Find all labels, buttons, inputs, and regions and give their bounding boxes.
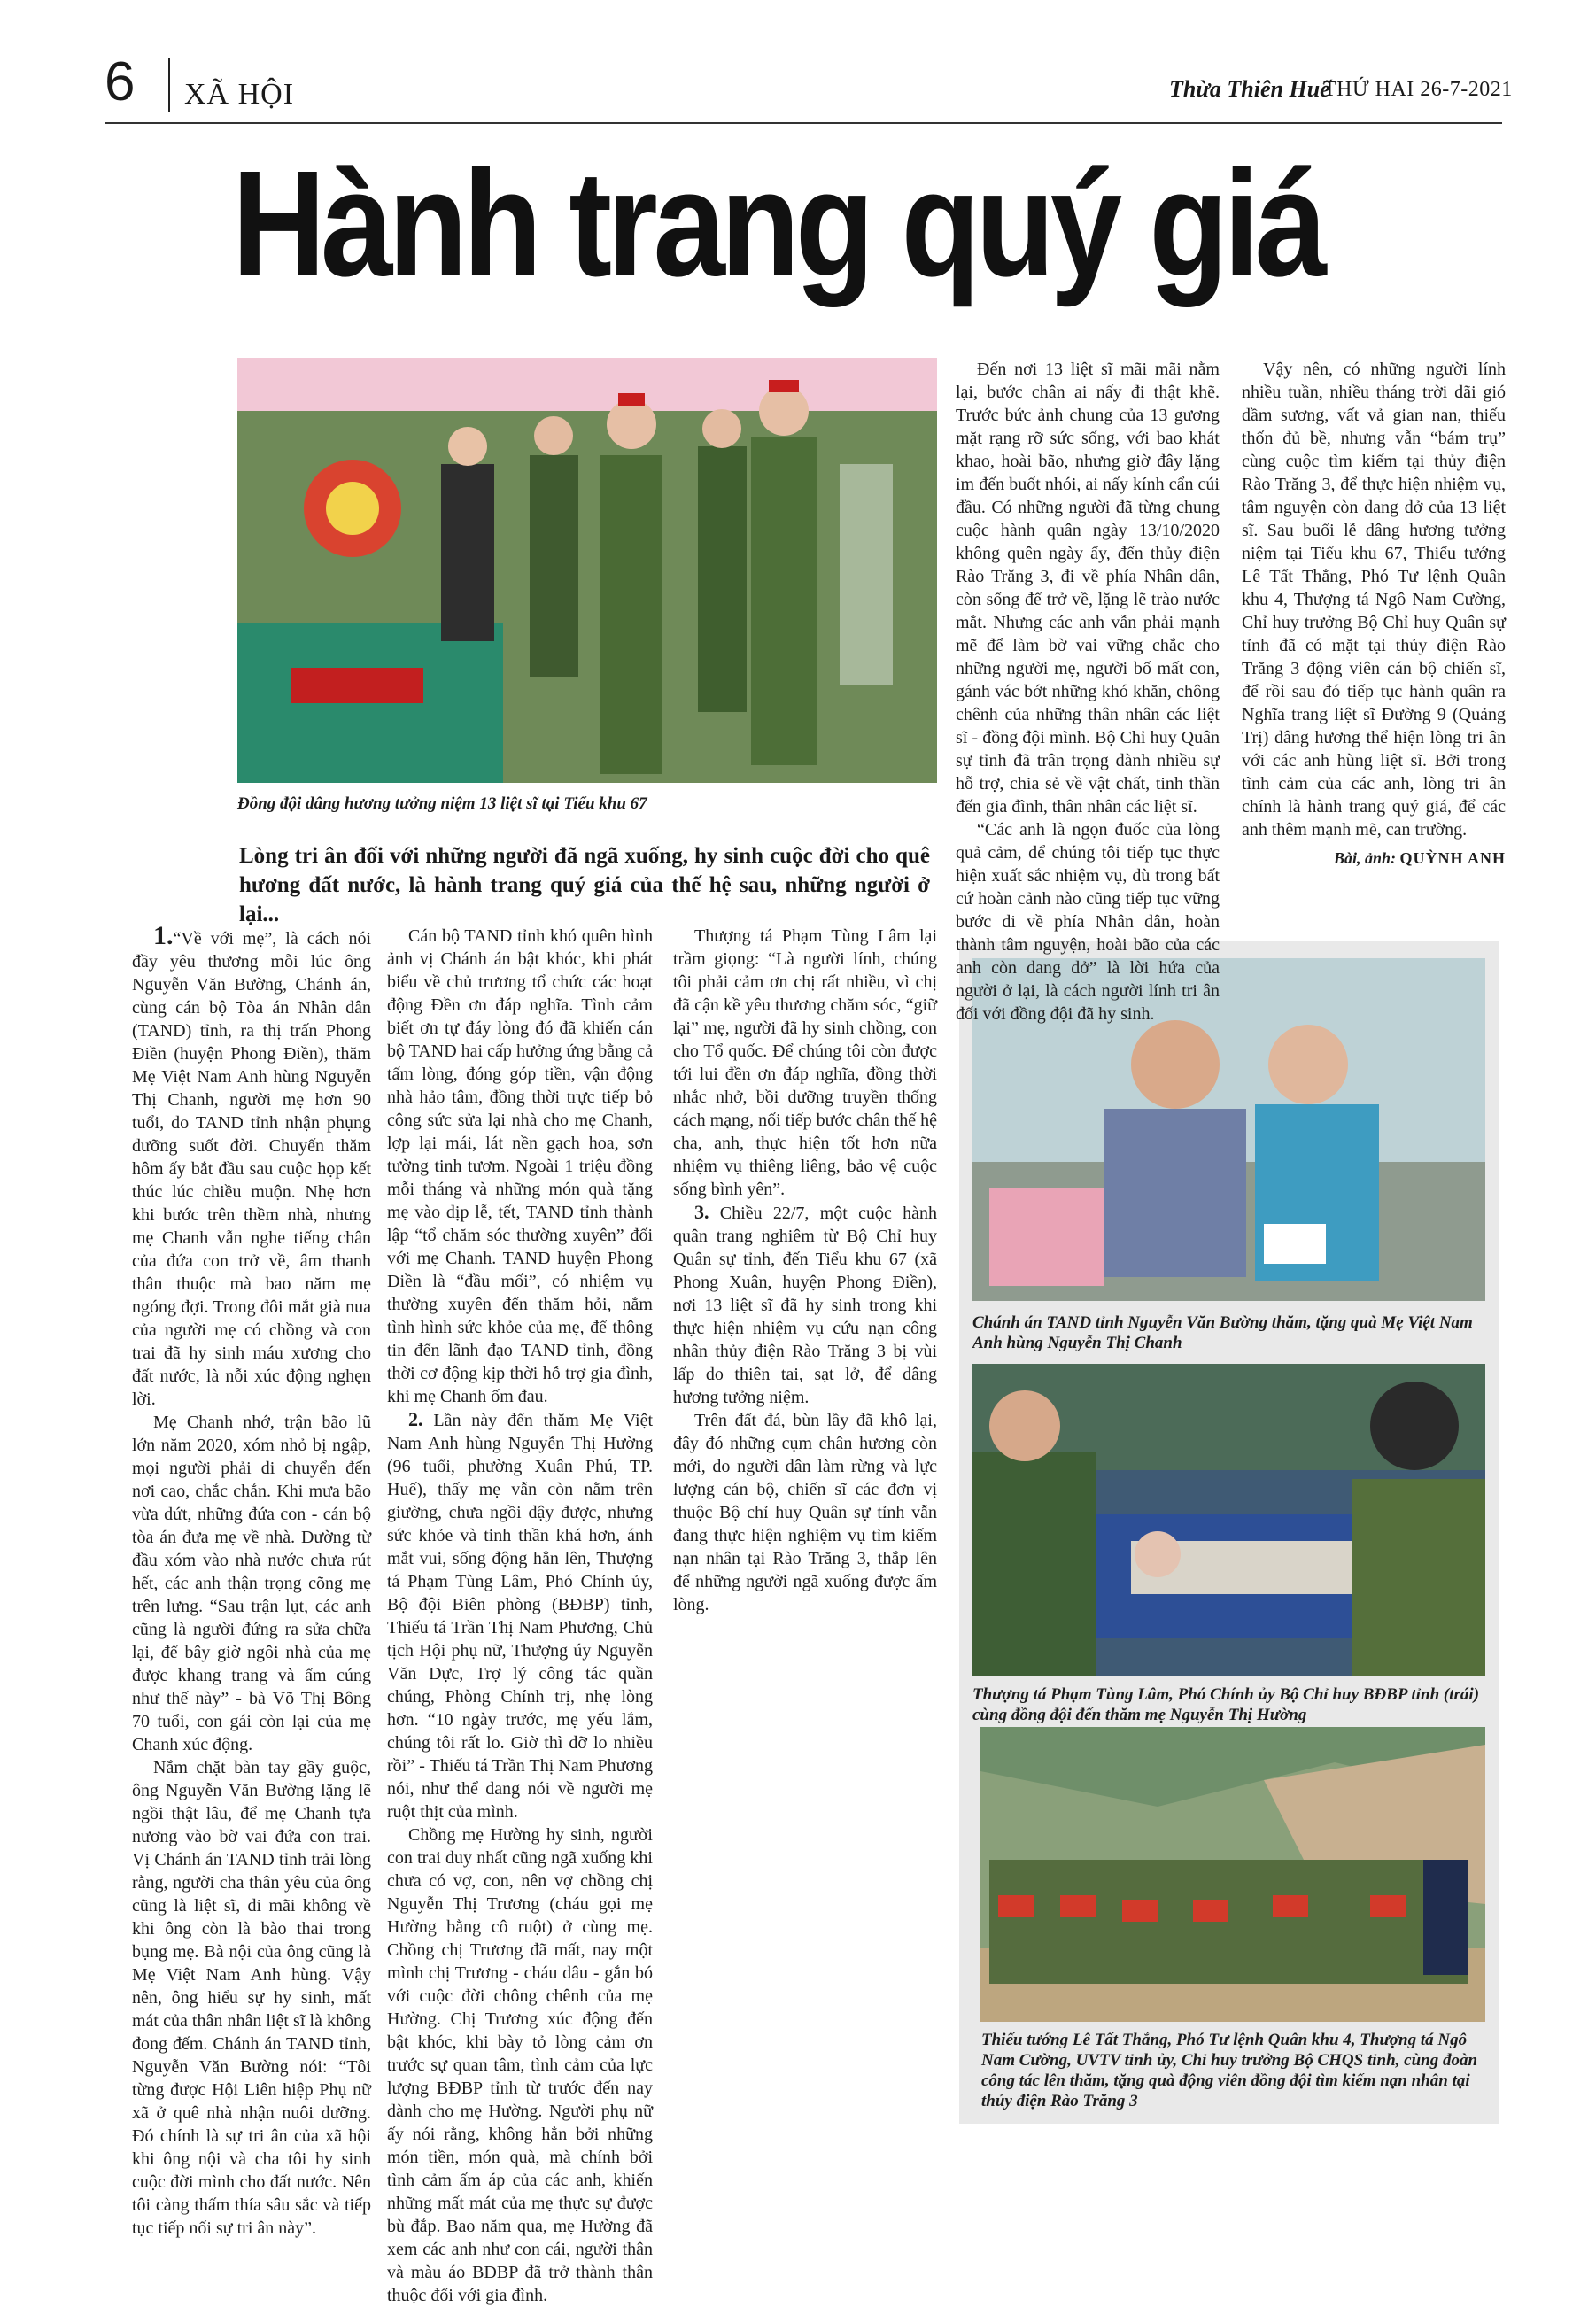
- paragraph-9: Trên đất đá, bùn lầy đã khô lại, đây đó những cụm chân hương còn mới, do người dân làm rừng và lực lượng cán bộ, chiến sĩ các đơn vị thuộc Bộ chỉ huy Quân sự tỉnh vẫn đang thực hiện nghiệm vụ tìm kiếm nạn nhân tại Rào Trăng 3, thắp lên để những người ngã xuống được ấm lòng.: [673, 1411, 937, 1614]
- paragraph-3: Nắm chặt bàn tay gầy guộc, ông Nguyễn Văn Bường lặng lẽ ngồi thật lâu, để mẹ Chanh tựa nương vào bờ vai đứa con trai. Vị Chánh án TAND tỉnh trải lòng rằng, người cha thân yêu của ông cũng là liệt sĩ, đi mãi không về khi ông còn là bào thai trong bụng mẹ. Bà nội của ông cũng là Mẹ Việt Nam Anh hùng. Vậy nên, ông hiểu sự hy sinh, mất mát của thân nhân liệt sĩ là không đong đếm. Chánh án TAND tỉnh, Nguyễn Văn Bường nói: “Tôi từng được Hội Liên hiệp Phụ nữ xã ở quê nhà nhận nuôi dưỡng. Đó chính là sự tri ân của xã hội khi ông nội và cha tôi hy sinh cuộc đời mình cho đất nước. Nên tôi càng thấm thía sâu sắc và tiếp tục tiếp nối sự tri ân này”.: [132, 1758, 371, 2238]
- paragraph-7: Thượng tá Phạm Tùng Lâm lại trầm giọng: “Là người lính, chúng tôi phải cảm ơn chị rất nhiều, vì chị đã cận kề yêu thương chăm sóc, “giữ lại” mẹ, người đã hy sinh chồng, con cho Tổ quốc. Để chúng tôi còn được tới lui đền ơn đáp nghĩa, đồng thời nhắc nhở, bồi dưỡng truyền thống cách mạng, nối tiếp bước chân thế hệ cha, anh, thực hiện tốt hơn nữa nhiệm vụ thiêng liêng, bảo vệ cuộc sống bình yên”.: [673, 926, 937, 1199]
- section-number-2: 2.: [408, 1408, 423, 1430]
- photo-group-illustration: [980, 1727, 1485, 2022]
- photo-memorial-illustration: [237, 358, 937, 783]
- caption-photo-4: Thiếu tướng Lê Tất Thắng, Phó Tư lệnh Quân khu 4, Thượng tá Ngô Nam Cường, UVTV tỉnh ủy, Chỉ huy trưởng Bộ CHQS tỉnh, cùng đoàn công tác lên thăm, tặng quà động viên đồng đội tìm kiếm nạn nhân tại thủy điện Rào Trăng 3: [981, 2031, 1478, 2110]
- byline-author: QUỲNH ANH: [1399, 849, 1506, 867]
- section-number-3: 3.: [694, 1201, 709, 1223]
- article-column-3: [673, 925, 937, 1616]
- paragraph-11: “Các anh là ngọn đuốc của lòng quả cảm, để chúng tôi tiếp tục thực hiện xuất sắc nhiệm vụ, dù trong bất cứ hoàn cảnh nào cũng tiếp tục vững bước đi về phía Nhân dân, hoàn thành tâm nguyện, hoài bão của các anh còn dang dở” là lời hứa của người ở lại, là cách người lính tri ân đối với đồng đội đã hy sinh.: [956, 820, 1220, 1024]
- photo-bedside-illustration: [972, 1364, 1485, 1676]
- article-column-1: [132, 921, 371, 2240]
- article-lead: Lòng tri ân đối với những người đã ngã xuống, hy sinh cuộc đời cho quê hương đất nước, là hành trang quý giá của thế hệ sau, những người ở lại...: [239, 844, 930, 926]
- header-rule: [105, 122, 1502, 124]
- byline: [1242, 847, 1506, 870]
- issue-date: THỨ HAI 26-7-2021: [1323, 78, 1513, 101]
- paragraph-4: Cán bộ TAND tỉnh khó quên hình ảnh vị Chánh án bật khóc, khi phát biểu về chủ trương tổ chức các hoạt động Đền ơn đáp nghĩa. Tình cảm biết ơn tự đáy lòng đó đã khiến cán bộ TAND hai cấp hưởng ứng bằng cả tấm lòng, đóng góp tiền, vận động nhà hảo tâm, đồng thời trực tiếp bỏ công sức sửa lại nhà cho mẹ Chanh, lợp lại mái, lát nền gạch hoa, sơn tường tinh tươm. Ngoài 1 triệu đồng mỗi tháng và những món quà tặng mẹ vào dịp lễ, tết, TAND tỉnh thành lập “tổ chăm sóc thường xuyên” đối với mẹ Chanh. TAND huyện Phong Điền là “đầu mối”, có nhiệm vụ thường xuyên đến thăm hỏi, nắm tình hình sức khỏe của mẹ, để thông tin đến lãnh đạo TAND tỉnh, đồng thời cơ động kịp thời hỗ trợ gia đình, khi mẹ Chanh ốm đau.: [387, 926, 653, 1406]
- photo-visit-mother-huong: [972, 1364, 1485, 1676]
- article-column-2: [387, 925, 653, 2307]
- page-number: 6: [105, 51, 136, 112]
- section-name: XÃ HỘI: [184, 78, 295, 111]
- photo-memorial-ceremony: [237, 358, 937, 783]
- paragraph-5: Lần này đến thăm Mẹ Việt Nam Anh hùng Nguyễn Thị Hường (96 tuổi, phường Xuân Phú, TP. Huế), thấy mẹ vẫn còn nằm trên giường, chưa ngồi dậy được, nhưng sức khỏe và tinh thần khá hơn, ánh mắt vui, sống động hẳn lên, Thượng tá Phạm Tùng Lâm, Phó Chính ủy, Bộ đội Biên phòng (BĐBP) tỉnh, Thiếu tá Trần Thị Nam Phương, Chủ tịch Hội phụ nữ, Thượng úy Nguyễn Văn Dực, Trợ lý công tác quần chúng, Phòng Chính trị, nhẹ lòng hơn. “10 ngày trước, mẹ yếu lắm, chúng tôi rất lo. Giờ thì đỡ lo nhiều rồi” - Thiếu tá Trần Thị Nam Phương nói, như thể đang nói về người mẹ ruột thịt của mình.: [387, 1411, 653, 1822]
- newspaper-name: Thừa Thiên Huế: [1169, 76, 1330, 102]
- paragraph-6: Chồng mẹ Hường hy sinh, người con trai duy nhất cũng ngã xuống khi chưa có vợ, con, nên vợ chồng chị Nguyễn Thị Trương (cháu gọi mẹ Hường bằng cô ruột) ở cùng mẹ. Chồng chị Trương đã mất, nay một mình chị Trương - cháu dâu - gắn bó với cuộc đời chông chênh của mẹ Hường. Chị Trương xúc động đến bật khóc, khi bày tỏ lòng cảm ơn trước sự quan tâm, tình cảm của lực lượng BĐBP tỉnh từ trước đến nay dành cho mẹ Hường. Người phụ nữ ấy nói rằng, không hẳn bởi những món tiền, món quà, mà chính bởi tình cảm ấm áp của các anh, khiến những mất mát của mẹ thực sự được bù đắp. Bao năm qua, mẹ Hường đã xem các anh như con cái, người thân và màu áo BĐBP đã trở thành thân thuộc đối với gia đình.: [387, 1825, 653, 2305]
- article-column-5: [1242, 358, 1506, 870]
- byline-label: Bài, ảnh:: [1333, 849, 1396, 867]
- article-column-4: [956, 358, 1220, 1026]
- article-title: Hành trang quý giá: [232, 140, 1323, 308]
- caption-photo-1: Đồng đội dâng hương tưởng niệm 13 liệt sĩ tại Tiểu khu 67: [237, 794, 647, 813]
- header-divider: [168, 58, 170, 112]
- caption-photo-2: Chánh án TAND tỉnh Nguyễn Văn Bường thăm, tặng quà Mẹ Việt Nam Anh hùng Nguyễn Thị Chanh: [972, 1313, 1473, 1352]
- paragraph-12: Vậy nên, có những người lính nhiều tuần, nhiều tháng trời dãi gió dầm sương, vất vả gian nan, thiếu thốn đủ bề, nhưng vẫn “bám trụ” cùng cuộc tìm kiếm tại thủy điện Rào Trăng 3, để thực hiện nhiệm vụ, tâm nguyện còn dang dở của 13 liệt sĩ. Sau buổi lễ dâng hương tưởng niệm tại Tiểu khu 67, Thiếu tướng Lê Tất Thắng, Phó Tư lệnh Quân khu 4, Thượng tá Ngô Nam Cường, Chỉ huy trưởng Bộ Chỉ huy Quân sự tỉnh đã có mặt tại thủy điện Rào Trăng 3 động viên cán bộ chiến sĩ, để rồi sau đó tiếp tục hành quân ra Nghĩa trang liệt sĩ Đường 9 (Quảng Trị) dâng hương thể hiện lòng tri ân với các anh hùng liệt sĩ. Bởi trong tình cảm của các anh, lòng tri ân chính là hành trang quý giá, để các anh thêm mạnh mẽ, can trường.: [1242, 360, 1506, 840]
- section-number-1: 1.: [153, 921, 174, 950]
- paragraph-10: Đến nơi 13 liệt sĩ mãi mãi nằm lại, bước chân ai nấy đi thật khẽ. Trước bức ảnh chung của 13 gương mặt rạng rỡ sức sống, với bao khát khao, hoài bão, nhưng giờ đây lặng im đến buốt nhói, ai nấy kính cẩn cúi đầu. Có những người đã từng chung cuộc hành quân ngày 13/10/2020 không quên ngày ấy, đến thủy điện Rào Trăng 3, đi về phía Nhân dân, còn sống để trở về, lặng lẽ trào nước mắt. Nhưng các anh vẫn phải mạnh mẽ để làm bờ vai vững chắc cho những người mẹ, người bố mất con, gánh vác bớt những khó khăn, chông chênh của những thân nhân các liệt sĩ - đồng đội mình. Bộ Chỉ huy Quân sự tỉnh đã trân trọng dành nhiều sự hỗ trợ, chia sẻ về vật chất, tinh thần đến gia đình, thân nhân các liệt sĩ.: [956, 360, 1220, 817]
- paragraph-2: Mẹ Chanh nhớ, trận bão lũ lớn năm 2020, xóm nhỏ bị ngập, mọi người phải di chuyển đến nơi cao, chắc chắn. Khi mưa bão vừa dứt, những đứa con - cán bộ tòa án đưa mẹ về nhà. Đường từ đầu xóm vào nhà nước chưa rút hết, các anh thận trọng cõng mẹ trên lưng. “Sau trận lụt, các anh cũng là người đứng ra sửa chữa lại, để bây giờ ngôi nhà của mẹ được khang trang và ấm cúng như thế này” - bà Võ Thị Bông 70 tuổi, con gái còn lại của mẹ Chanh xúc động.: [132, 1413, 371, 1754]
- caption-photo-3: Thượng tá Phạm Tùng Lâm, Phó Chính ủy Bộ Chỉ huy BĐBP tỉnh (trái) cùng đồng đội đến thăm mẹ Nguyễn Thị Hường: [972, 1685, 1480, 1724]
- photo-delegation-gifts: [980, 1727, 1485, 2022]
- paragraph-8: Chiều 22/7, một cuộc hành quân trang nghiêm từ Bộ Chỉ huy Quân sự tỉnh, đến Tiểu khu 67 (xã Phong Xuân, huyện Phong Điền), nơi 13 liệt sĩ đã hy sinh trong khi thực hiện nhiệm vụ cứu nạn công nhân thủy điện Rào Trăng 3 bị vùi lấp do thiên tai, sạt lở, để dâng hương tưởng niệm.: [673, 1204, 938, 1407]
- paragraph-1: “Về với mẹ”, là cách nói đầy yêu thương mỗi lúc ông Nguyễn Văn Bường, Chánh án, cùng cán bộ Tòa án Nhân dân (TAND) tỉnh, ra thị trấn Phong Điền (huyện Phong Điền), thăm Mẹ Việt Nam Anh hùng Nguyễn Thị Chanh, người mẹ hơn 90 tuổi, do TAND tỉnh nhận phụng dưỡng suốt đời. Chuyến thăm hôm ấy bắt đầu sau cuộc họp kết thúc lúc chiều muộn. Nhẹ hơn khi bước trên thềm nhà, nhưng mẹ Chanh vẫn nghe tiếng chân của đứa con trở về, âm thanh thân thuộc mà bao năm mẹ ngóng đợi. Trong đôi mắt già nua của người mẹ có chồng và con trai đã hy sinh máu xương cho đất nước, là nỗi xúc động nghẹn lời.: [132, 929, 371, 1409]
